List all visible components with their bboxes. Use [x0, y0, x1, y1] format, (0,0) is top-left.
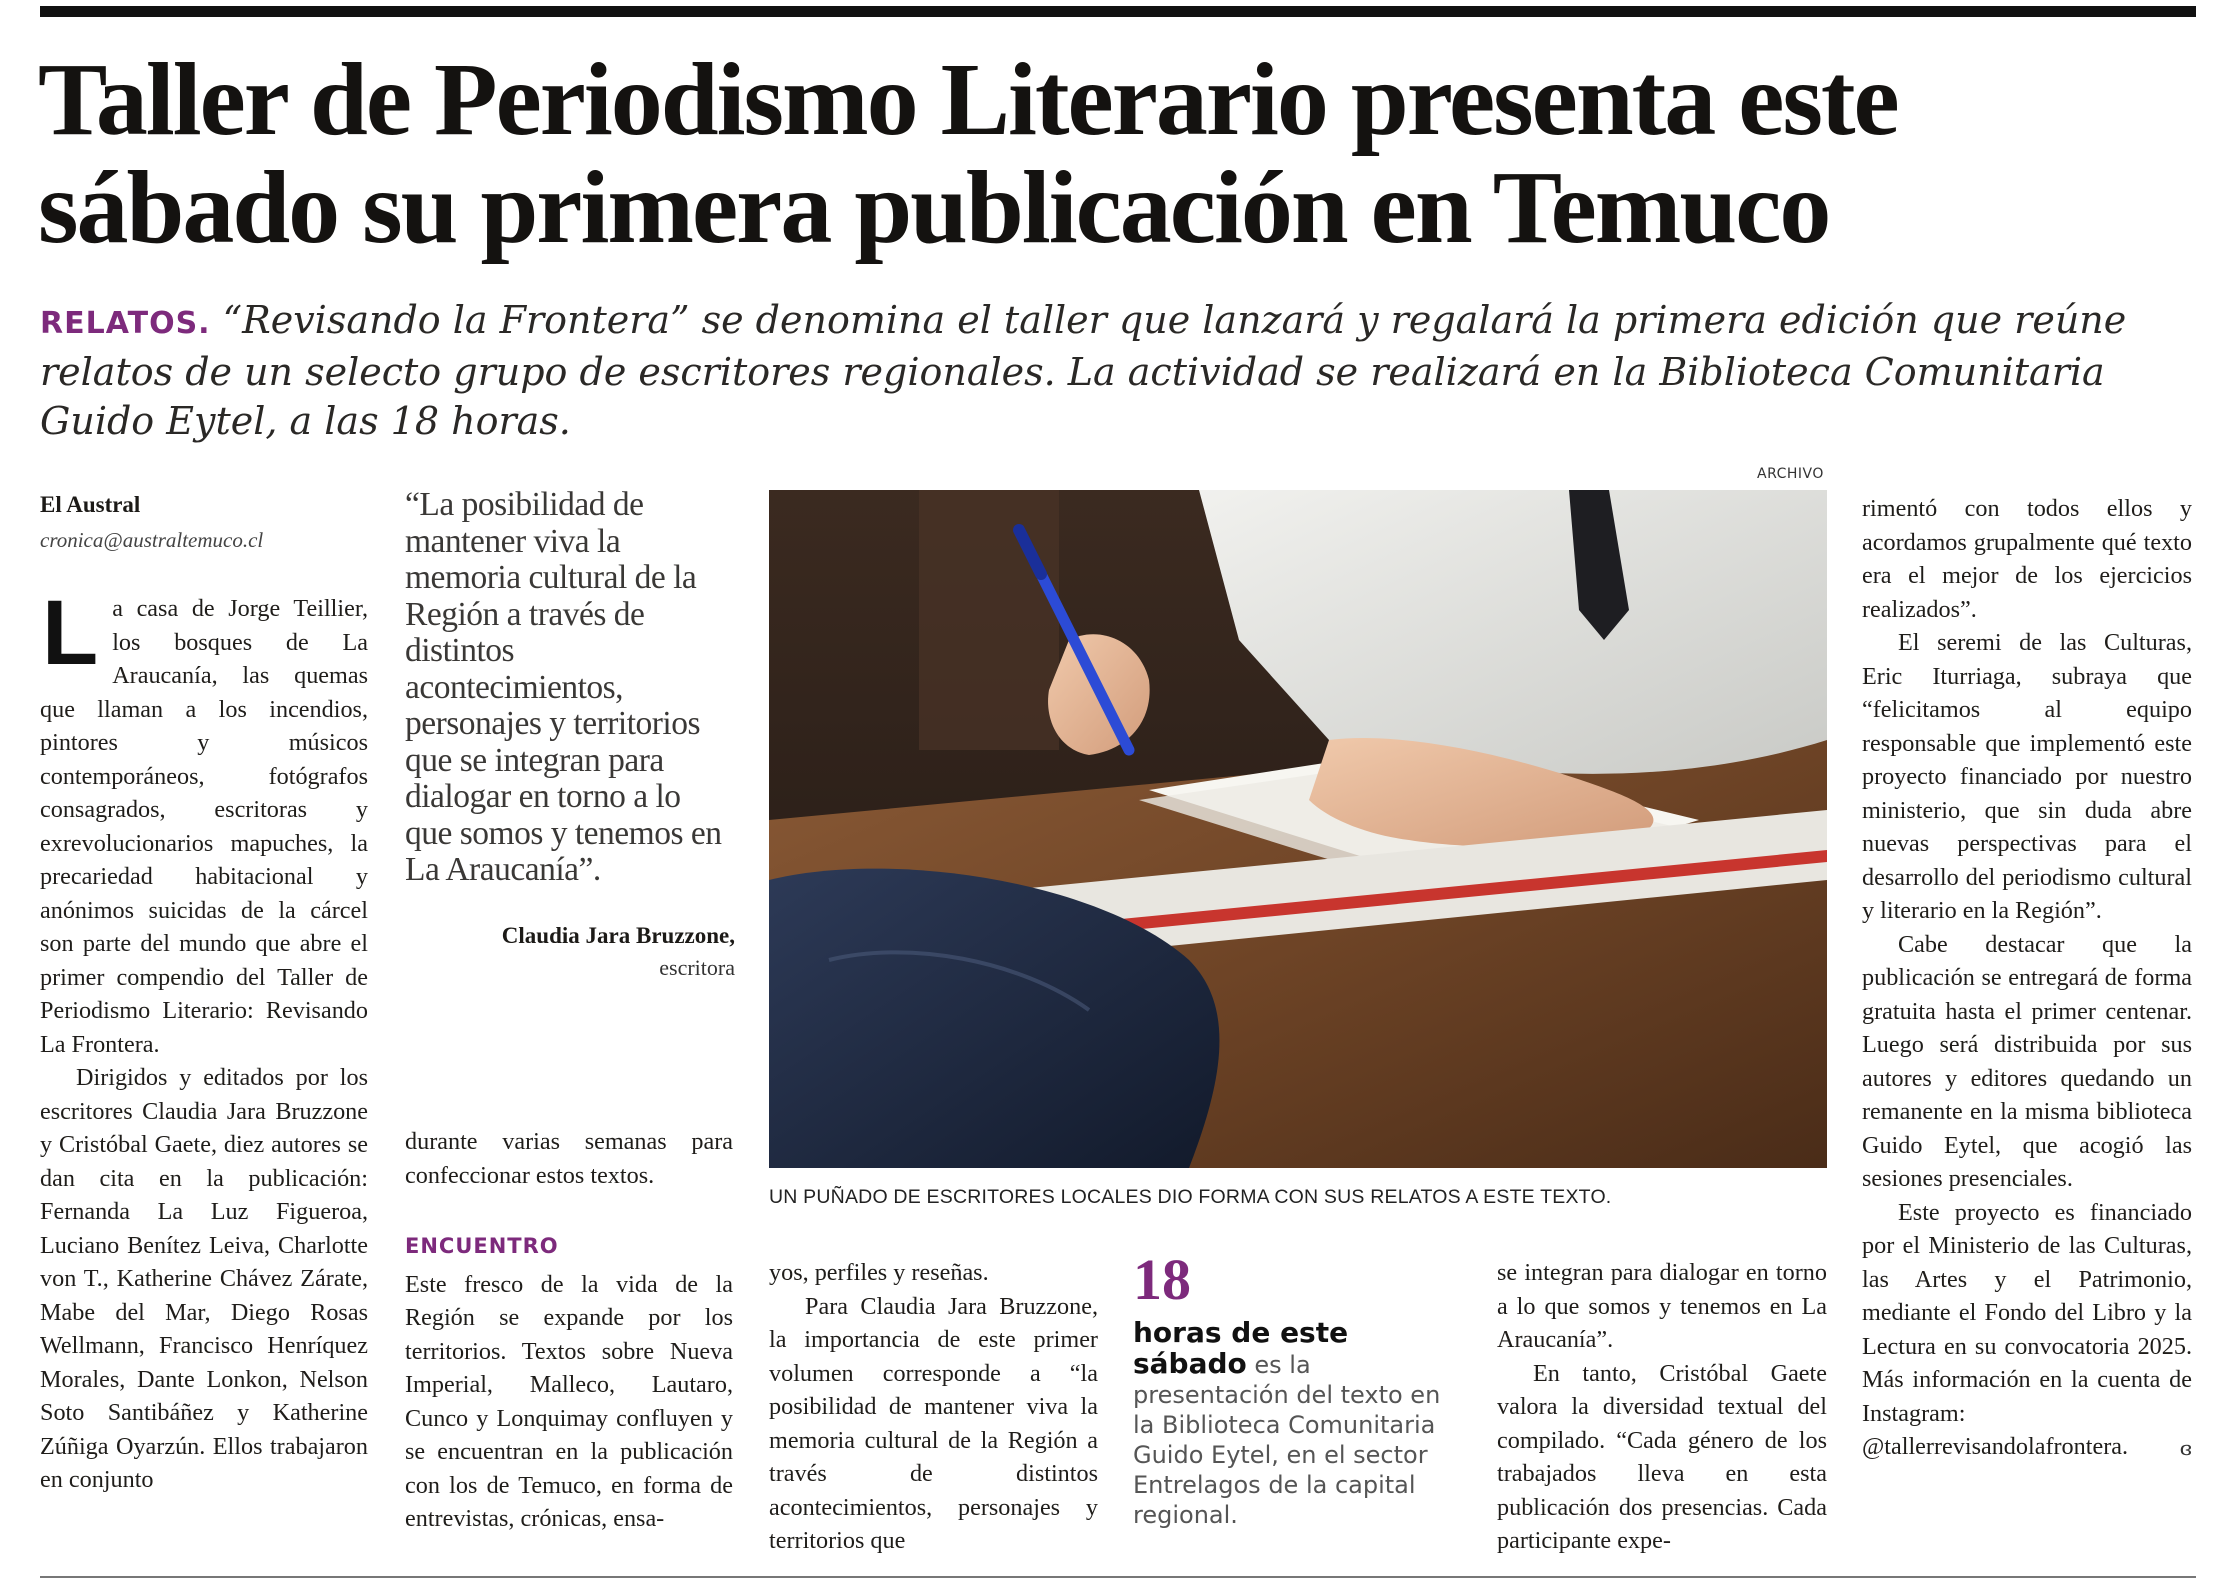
fact-text: [1133, 1318, 1463, 1530]
paragraph: En tanto, Cristóbal Gaete valora la diversidad textual del compilado. “Cada género de los trabajados lleva en esta publicación dos presencias. Cada participante expe-: [1497, 1359, 1827, 1554]
fact-detail: es la presentación del texto en la Biblioteca Comunitaria Guido Eytel, en el sector Entrelagos de la capital regional.: [1133, 1351, 1441, 1529]
paragraph: El seremi de las Culturas, Eric Iturriaga, subraya que “felicitamos al equipo responsable que implementó este proyecto financiado por nuestro ministerio, que sin duda abre nuevas perspectivas para el desarrollo del periodismo cultural y literario en la Región”.: [1862, 629, 2192, 924]
article-column-6: [1862, 492, 2192, 1466]
end-mark-icon: ɞ: [2179, 1436, 2192, 1460]
paragraph: se integran para dialogar en torno a lo que somos y tenemos en La Araucanía”.: [1497, 1259, 1827, 1353]
paragraph: rimentó con todos ellos y acordamos grupalmente qué texto era el mejor de los ejercicios realizados”.: [1862, 495, 2192, 623]
paragraph: Cabe destacar que la publicación se entregará de forma gratuita hasta el primer centenar. Luego será distribuida por sus autores y editores quedando un remanente en la misma biblioteca Guido Eytel, que acogió las sesiones presenciales.: [1862, 930, 2192, 1192]
top-rule: [40, 6, 2196, 17]
fact-number: 18: [1133, 1247, 1191, 1312]
bottom-rule: [40, 1576, 2196, 1578]
fact-box: [1133, 1247, 1463, 1530]
article-column-3: [769, 1256, 1098, 1558]
paragraph: Dirigidos y editados por los escritores Claudia Jara Bruzzone y Cristóbal Gaete, diez autores se dan cita en la publicación: Fernanda La Luz Figueroa, Luciano Benítez Leiva, Charlotte von T., Katherine Chávez Zárate, Mabe del Mar, Diego Rosas Wellmann, Francisco Henríquez Morales, Dante Lonkon, Nelson Soto Santibáñez y Katherine Zúñiga Oyarzún. Ellos trabajaron en conjunto: [40, 1064, 368, 1493]
lead-text: “Revisando la Frontera” se denomina el taller que lanzará y regalará la primera edición que reúne relatos de un selecto grupo de escritores regionales. La actividad se realizará en la Biblioteca Comunitaria Guido Eytel, a las 18 horas.: [40, 298, 2127, 443]
final-paragraph-text: Este proyecto es financiado por el Ministerio de las Culturas, las Artes y el Patrimonio, mediante el Fondo del Libro y la Lectura en su convocatoria 2025. Más información en la cuenta de Instagram: @tallerrevisandolafrontera.: [1862, 1198, 2192, 1460]
paragraph: Este fresco de la vida de la Región se expande por los territorios. Textos sobre Nueva Imperial, Malleco, Lautaro, Cunco y Lonquimay confluyen y se encuentran en la publicación con los de Temuco, en forma de entrevistas, crónicas, ensa-: [405, 1270, 733, 1532]
paragraph: durante varias semanas para confeccionar estos textos.: [405, 1128, 733, 1189]
photo-caption: UN PUÑADO DE ESCRITORES LOCALES DIO FORMA CON SUS RELATOS A ESTE TEXTO.: [769, 1186, 1612, 1208]
pull-quote-author: Claudia Jara Bruzzone,: [501, 922, 735, 948]
headline: Taller de Periodismo Literario presenta este sábado su primera publicación en Temuco: [38, 42, 1898, 265]
photo-illustration: [769, 490, 1827, 1168]
photo-credit: ARCHIVO: [1757, 466, 1824, 482]
pull-quote-text: “La posibilidad de mantener viva la memoria cultural de la Región a través de distintos acontecimientos, personajes y territorios que se integran para dialogar en torno a lo que somos y tenemos en La Araucanía”.: [405, 486, 722, 888]
paragraph: Para Claudia Jara Bruzzone, la importancia de este primer volumen corresponde a “la posibilidad de mantener viva la memoria cultural de la Región a través de distintos acontecimientos, personajes y territorios que: [769, 1292, 1098, 1554]
byline-email[interactable]: cronica@australtemuco.cl: [40, 528, 264, 552]
first-paragraph-text: a casa de Jorge Teillier, los bosques de La Araucanía, las quemas que llaman a los incendios, pintores y músicos contemporáneos, fotógrafos consagrados, escritoras y exrevolucionarios mapuches, la precariedad habitacional y anónimos suicidas de la cárcel son parte del mundo que abre el primer compendio del Taller de Periodismo Literario: Revisando La Frontera.: [40, 595, 368, 1058]
byline-author: El Austral: [40, 492, 141, 517]
article-column-5: [1497, 1256, 1827, 1558]
article-column-2: [405, 1125, 733, 1536]
paragraph: [1862, 1196, 2192, 1464]
lead-kicker: RELATOS.: [40, 306, 211, 341]
paragraph: yos, perfiles y reseñas.: [769, 1259, 989, 1286]
first-paragraph: [40, 582, 368, 1061]
drop-cap: L: [42, 582, 99, 684]
pull-quote: [405, 487, 735, 981]
pull-quote-role: escritora: [659, 954, 735, 980]
lead-paragraph: [40, 296, 2200, 446]
article-column-1: [40, 582, 368, 1497]
article-photo: [769, 490, 1827, 1168]
section-subhead: ENCUENTRO: [405, 1234, 559, 1258]
fact-bold: horas de este sábado: [1133, 1316, 1349, 1380]
byline: [40, 492, 380, 553]
